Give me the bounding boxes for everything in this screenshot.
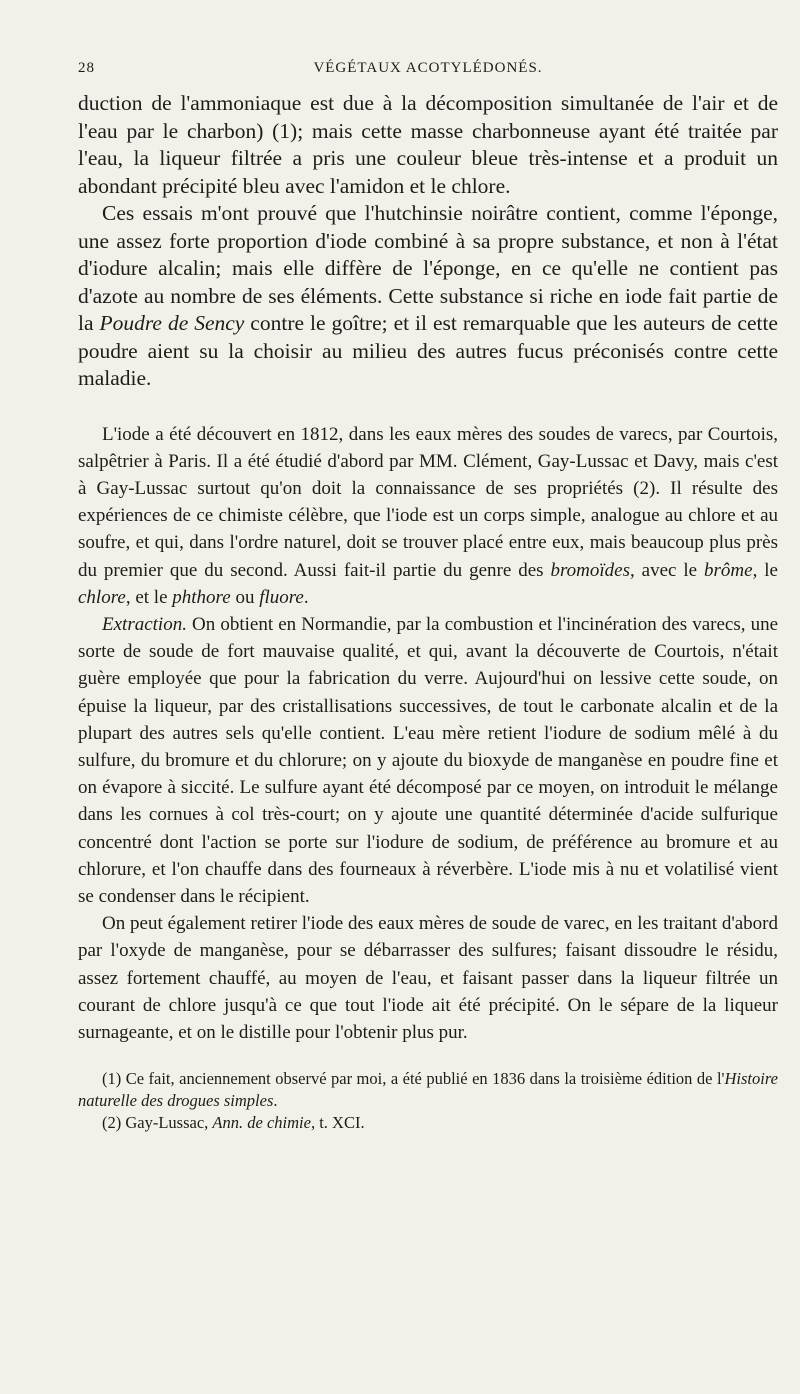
note-p1-f: . bbox=[303, 586, 309, 608]
term-fluore: fluore bbox=[259, 586, 304, 608]
main-paragraph-2-text-a: Ces essais m'ont prouvé que l'hutchinsie noirâtre contient, comme l'éponge, une assez forte proportion d'iode combiné à sa propre substance, et non à l'état d'iodure alcalin; mais elle diffère de l'éponge, en ce qu'elle ne contient pas d'azote au nombre de ses éléments. Cette substance si riche en iode fait partie de la bbox=[78, 201, 778, 335]
note-text bbox=[78, 421, 778, 1047]
main-text bbox=[78, 90, 778, 393]
footnote-2 bbox=[78, 1112, 778, 1134]
note-p2-text: On obtient en Normandie, par la combustion et l'incinération des varecs, une sorte de soude de fort mauvaise qualité, et qui, avant la découverte de Courtois, n'était guère employée que pour la fabrication du verre. Aujourd'hui on lessive cette soude, on épuise la liqueur, par des cristallisations successives, de tout le carbonate alcalin et de la plupart des autres sels qu'elle contient. L'eau mère retient l'iodure de sodium mêlé à du sulfure, du bromure et du chlorure; on y ajoute du bioxyde de manganèse en poudre fine et on évapore à siccité. Le sulfure ayant été décomposé par ce moyen, on introduit le mélange dans les cornues à col très-court; on y ajoute une quantité déterminée d'acide sulfurique concentré dont l'action se porte sur l'iodure de sodium, de préférence au bromure et au chlorure, et l'on chauffe dans des fourneaux à réverbère. L'iode mis à nu et volatilisé vient se condenser dans le récipient. bbox=[78, 613, 778, 907]
footnote-1-a: (1) Ce fait, anciennement observé par moi, a été publié en 1836 dans la troisième édition de l' bbox=[102, 1069, 725, 1089]
page-number: 28 bbox=[78, 60, 95, 76]
footnote-2-b: , t. XCI. bbox=[310, 1113, 365, 1133]
term-brome: brôme bbox=[704, 559, 753, 581]
note-p1-d: , et le bbox=[125, 586, 173, 608]
footnotes bbox=[78, 1068, 778, 1134]
poudre-de-sency: Poudre de Sency bbox=[99, 311, 245, 335]
term-phthore: phthore bbox=[172, 586, 231, 608]
note-p1-e: ou bbox=[230, 586, 260, 608]
note-p1-c: , le bbox=[752, 559, 778, 581]
term-bromoides: bromoïdes bbox=[550, 559, 630, 581]
page-header bbox=[78, 56, 778, 90]
footnote-1-b: . bbox=[273, 1091, 278, 1111]
note-paragraph-1 bbox=[78, 421, 778, 611]
note-p1-b: , avec le bbox=[629, 559, 705, 581]
main-paragraph-2-text-b: contre le goître; et il est remarquable que les auteurs de cette poudre aient su la choisir au milieu des autres fucus préconisés contre cette maladie. bbox=[78, 311, 778, 390]
main-paragraph-2 bbox=[78, 200, 778, 393]
note-p1-a: L'iode a été découvert en 1812, dans les eaux mères des soudes de varecs, par Courtois, salpêtrier à Paris. Il a été étudié d'abord par MM. Clément, Gay-Lussac et Davy, mais c'est à Gay-Lussac surtout qu'on doit la connaissance de ses propriétés (2). Il résulte des expériences de ce chimiste célèbre, que l'iode est un corps simple, analogue au chlore et au soufre, et qui, dans l'ordre naturel, doit se trouver placé entre eux, mais beaucoup plus près du premier que du second. Aussi fait-il partie du genre des bbox=[78, 423, 778, 581]
footnote-2-a: (2) Gay-Lussac, bbox=[102, 1113, 213, 1133]
note-paragraph-3: On peut également retirer l'iode des eaux mères de soude de varec, en les traitant d'abord par l'oxyde de manganèse, pour se débarrasser des sulfures; faisant dissoudre le résidu, assez fortement chauffé, au moyen de l'eau, et faisant passer dans la liqueur filtrée un courant de chlore jusqu'à ce que tout l'iode ait été précipité. On le sépare de la liqueur surnageante, et on le distille pour l'obtenir plus pur. bbox=[78, 913, 778, 1043]
footnote-1 bbox=[78, 1068, 778, 1112]
footnote-1-title: Histoire naturelle des drogues simples bbox=[78, 1069, 778, 1111]
note-paragraph-2 bbox=[78, 611, 778, 910]
main-paragraph-1: duction de l'ammoniaque est due à la décomposition simultanée de l'air et de l'eau par le charbon) (1); mais cette masse charbonneuse ayant été traitée par l'eau, la liqueur filtrée a pris une couleur bleue très-intense et a produit un abondant précipité bleu avec l'amidon et le chlore. bbox=[78, 91, 778, 198]
term-chlore: chlore bbox=[78, 586, 126, 608]
extraction-heading: Extraction. bbox=[102, 613, 187, 635]
footnote-2-title: Ann. de chimie bbox=[212, 1113, 311, 1133]
running-title: VÉGÉTAUX ACOTYLÉDONÉS. bbox=[313, 60, 543, 76]
